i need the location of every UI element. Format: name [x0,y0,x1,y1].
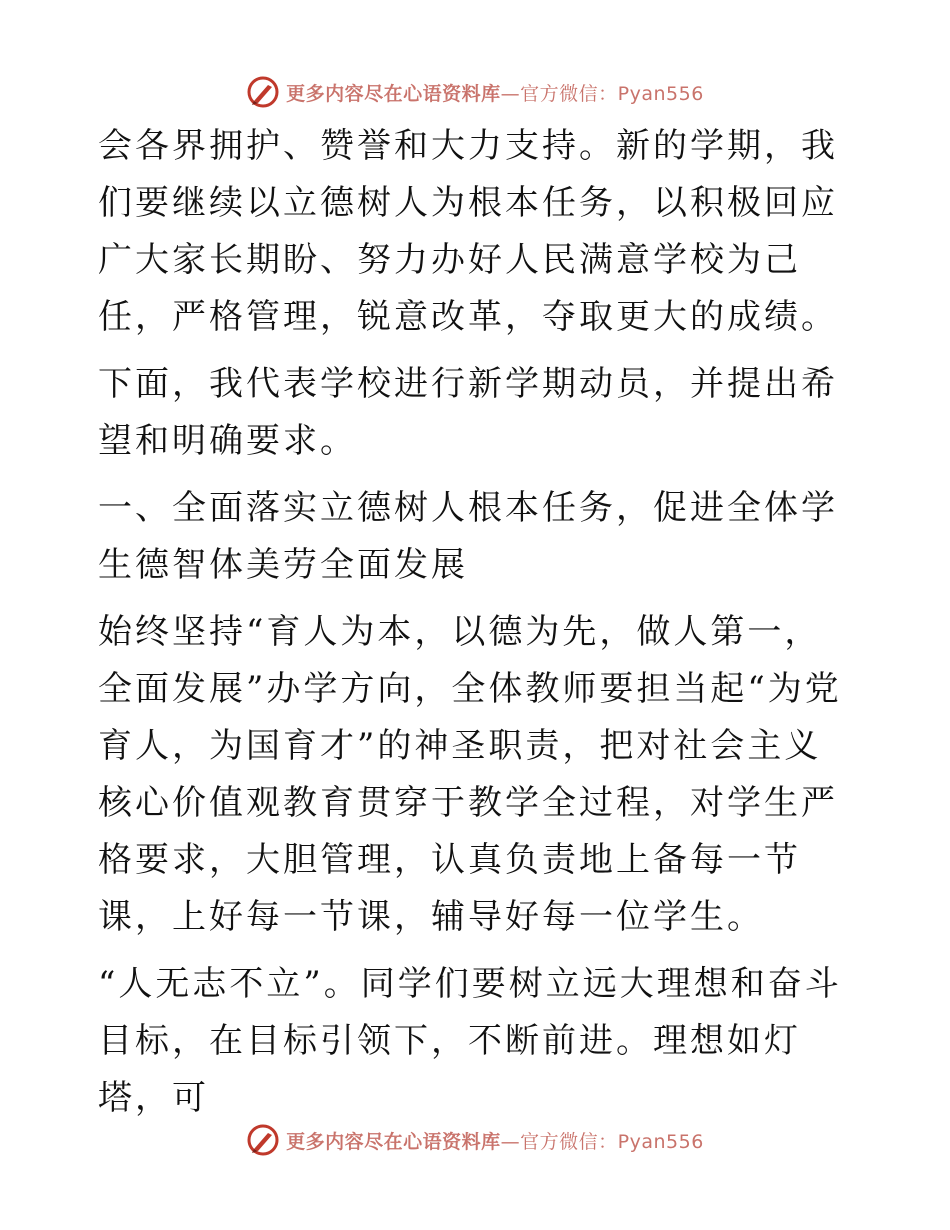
section-heading-1: 一、全面落实立德树人根本任务，促进全体学生德智体美劳全面发展 [98,488,838,585]
footer-watermark [0,1120,950,1160]
pen-circle-logo-icon [246,75,280,109]
watermark-wechat: 官方微信：Pyan556 [520,1130,704,1153]
paragraph-4: “人无志不立”。同学们要树立远大理想和奋斗目标，在目标引领下，不断前进。理想如灯塔，可 [98,964,842,1118]
paragraph-3: 始终坚持“育人为本，以德为先，做人第一，全面发展”办学方向，全体教师要担当起“为党育人，为国育才”的神圣职责，把对社会主义核心价值观教育贯穿于教学全过程，对学生严格要求，大胆管理，认真负责地上备每一节课，上好每一节课，辅导好每一位学生。 [98,612,842,937]
header-watermark [0,72,950,112]
watermark-text [286,1127,704,1154]
watermark-dash: — [500,82,521,105]
watermark-main: 更多内容尽在心语资料库 [286,1130,501,1153]
watermark-text [286,79,704,106]
watermark-wechat: 官方微信：Pyan556 [520,82,704,105]
watermark-main: 更多内容尽在心语资料库 [286,82,501,105]
document-body [98,118,858,1137]
watermark-dash: — [500,1130,521,1153]
paragraph-2: 下面，我代表学校进行新学期动员，并提出希望和明确要求。 [98,364,838,461]
paragraph-1: 会各界拥护、赞誉和大力支持。新的学期，我们要继续以立德树人为根本任务，以积极回应广大家长期盼、努力办好人民满意学校为己任，严格管理，锐意改革，夺取更大的成绩。 [98,126,838,337]
pen-circle-logo-icon [246,1123,280,1157]
